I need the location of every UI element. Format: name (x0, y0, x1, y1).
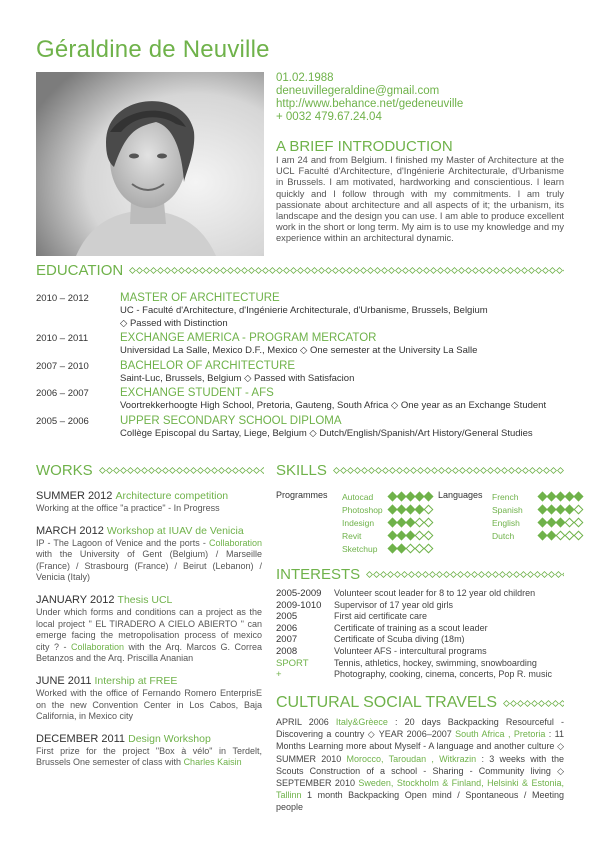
skill-name: English (492, 517, 520, 528)
filled-diamond-icon (414, 505, 424, 515)
profile-photo (36, 72, 264, 256)
contact-block (276, 72, 463, 124)
filled-diamond-icon (396, 531, 406, 541)
travel-text: : 3 weeks with the Scouts Construction of a school - Sharing - Community living ◇ SEPTEMBER 2010 (276, 753, 564, 789)
filled-diamond-icon (555, 492, 565, 502)
empty-diamond-icon (555, 531, 565, 541)
skill-name: French (492, 491, 519, 502)
intro-title: A BRIEF INTRODUCTION (276, 138, 453, 155)
skill-level-rating (388, 545, 432, 552)
travel-place: Sweden, Stockholm & Finland, Helsinki & Estonia, Tallinn (276, 778, 564, 801)
work-text: Under which forms and conditions can a project as the local project " EL TIRADERO A CIELO ABIERTO " can emerge facing the metropolisation process of mexico city ? - (36, 606, 262, 652)
travel-text: 1 month Backpacking Open mind / Spontaneous / Meeting people (276, 790, 564, 813)
interest-row (276, 611, 564, 623)
filled-diamond-icon (405, 531, 415, 541)
interest-key: + (276, 669, 282, 681)
education-item (36, 360, 564, 386)
work-title: Thesis UCL (117, 593, 173, 606)
work-heading (36, 594, 262, 607)
work-highlight: Collaboration (70, 641, 125, 652)
travel-text: : 11 Months Learning more about Myself - A language and another culture ◇ SUMMER 2010 (276, 729, 564, 764)
filled-diamond-icon (405, 492, 415, 502)
skill-name: Dutch (492, 530, 515, 541)
interest-value: Supervisor of 17 year old girls (334, 599, 454, 610)
travel-text: APRIL 2006 (276, 717, 336, 727)
skills-header (276, 462, 564, 479)
filled-diamond-icon (546, 505, 556, 515)
skill-name: Revit (342, 530, 362, 541)
interest-row (276, 669, 564, 681)
education-degree: UPPER SECONDARY SCHOOL DIPLOMA (120, 414, 342, 427)
intro-text: I am 24 and from Belgium. I finished my Master of Architecture at the UCL Faculté d'Architecture, d'Ingénierie Architecturale, d'Urbanisme in Brussels. I am motivated, hardworking and conscientious. I learn quickly and I follow through with my commitments. I am truly passionate about architecture and all aspects of it; the urbanism, its landscape and the design you can use. I am able to produce excellent work in the short or long term. My aim is to use my knowledge and my experience within an architectural dynamic. (276, 155, 564, 244)
travel-place: South Africa , Pretoria (455, 729, 546, 740)
filled-diamond-icon (537, 531, 547, 541)
filled-diamond-icon (387, 544, 397, 554)
interest-value: Photography, cooking, cinema, concerts, Pop R. music (334, 669, 552, 680)
filled-diamond-icon (555, 518, 565, 528)
work-title: Architecture competition (115, 490, 229, 502)
email-link[interactable]: deneuvillegeraldine@gmail.com (276, 85, 440, 97)
work-date: MARCH 2012 (36, 524, 104, 537)
education-body (120, 415, 564, 441)
work-title: Workshop at IUAV de Venicia (106, 524, 244, 537)
work-text: with the University of Gent (Belgium) / Marseille (France) / Strasbourg (France) / Beirut (Lebanon) / Venicia (Italy) (36, 549, 262, 583)
education-header (36, 262, 564, 279)
filled-diamond-icon (537, 505, 547, 515)
work-date: SUMMER 2012 (36, 490, 113, 502)
education-list (36, 292, 564, 442)
work-title: Intership at FREE (94, 674, 178, 687)
interest-key: 2005 (276, 611, 298, 623)
work-item (36, 525, 262, 584)
interest-key: 2008 (276, 645, 298, 657)
filled-diamond-icon (414, 492, 424, 502)
skill-name: Autocad (342, 491, 374, 502)
filled-diamond-icon (564, 492, 574, 502)
diamond-divider (333, 467, 564, 474)
filled-diamond-icon (423, 492, 433, 502)
education-degree: EXCHANGE STUDENT - AFS (120, 387, 274, 399)
travel-text: : 20 days Backpacking Resourceful - Discovering a country ◇ YEAR 2006–2007 (276, 717, 564, 740)
education-date: 2006 – 2007 (36, 388, 89, 399)
skill-level-rating (538, 493, 582, 500)
interest-value: Volunteer scout leader for 8 to 12 year old children (334, 588, 536, 598)
education-degree: EXCHANGE AMERICA - PROGRAM MERCATOR (120, 332, 377, 344)
skill-level-rating (538, 506, 582, 513)
empty-diamond-icon (573, 505, 583, 515)
empty-diamond-icon (414, 518, 424, 528)
interest-key: SPORT (276, 657, 309, 669)
work-highlight: Charles Kaisin (183, 757, 242, 768)
travels-header (276, 694, 564, 712)
education-body (120, 292, 564, 330)
skill-level-rating (388, 506, 432, 513)
work-highlight: Collaboration (208, 537, 262, 548)
skills-block (276, 490, 564, 560)
work-description (36, 503, 262, 515)
filled-diamond-icon (396, 492, 406, 502)
work-heading (36, 733, 262, 746)
diamond-divider (366, 571, 564, 578)
interests-header (276, 566, 564, 583)
interests-title: INTERESTS (276, 566, 361, 583)
education-item (36, 415, 564, 441)
empty-diamond-icon (573, 518, 583, 528)
filled-diamond-icon (396, 544, 406, 554)
filled-diamond-icon (396, 518, 406, 528)
interest-value: First aid certificate care (334, 611, 428, 622)
works-header (36, 462, 264, 479)
skill-level-rating (388, 493, 432, 500)
filled-diamond-icon (564, 505, 574, 515)
skill-row (342, 516, 432, 529)
filled-diamond-icon (387, 518, 397, 528)
empty-diamond-icon (423, 544, 433, 554)
skill-name: Sketchup (342, 543, 378, 554)
empty-diamond-icon (423, 518, 433, 528)
skill-row (492, 529, 582, 542)
work-description (36, 538, 262, 584)
interest-row (276, 646, 564, 658)
empty-diamond-icon (573, 531, 583, 541)
education-date: 2010 – 2011 (36, 333, 89, 344)
skill-level-rating (538, 532, 582, 539)
education-date: 2007 – 2010 (36, 360, 89, 372)
skill-name: Indesign (342, 517, 375, 528)
travels-title: CULTURAL SOCIAL TRAVELS (276, 694, 498, 711)
portrait-illustration (36, 72, 264, 256)
work-date: JANUARY 2012 (36, 593, 115, 606)
work-heading (36, 525, 262, 538)
diamond-divider (503, 700, 564, 707)
empty-diamond-icon (564, 531, 574, 541)
works-title: WORKS (36, 462, 93, 479)
website-link[interactable]: http://www.behance.net/gedeneuville (276, 98, 464, 110)
filled-diamond-icon (537, 518, 547, 528)
skill-level-rating (388, 532, 432, 539)
interest-row (276, 658, 564, 670)
programmes-list (342, 490, 432, 555)
interest-value: Tennis, athletics, hockey, swimming, snowboarding (334, 657, 537, 668)
education-body (120, 387, 564, 413)
education-detail: Universidad La Salle, Mexico D.F., Mexico ◇ One semester at the University La Salle (120, 345, 478, 356)
skill-row (342, 490, 432, 503)
education-detail: ◇ Passed with Distinction (120, 317, 228, 329)
travels-text (276, 716, 564, 814)
interest-key: 2005-2009 (276, 588, 322, 599)
filled-diamond-icon (537, 492, 547, 502)
filled-diamond-icon (546, 518, 556, 528)
education-body (120, 360, 564, 386)
work-title: Design Workshop (128, 732, 211, 745)
work-heading (36, 675, 262, 688)
education-title: EDUCATION (36, 262, 124, 279)
education-detail: Voortrekkerhoogte High School, Pretoria, Gauteng, South Africa ◇ One year as an Exchange Student (120, 400, 547, 411)
diamond-divider (129, 267, 564, 274)
education-item (36, 332, 564, 358)
interest-value: Certificate of training as a scout leader (334, 622, 488, 633)
work-text: Worked with the office of Fernando Romero EnterprisE on the new Convention Center in Los Cabos, Baja California, in Mexico city (36, 687, 262, 722)
languages-label: Languages (438, 490, 483, 500)
education-item (36, 387, 564, 413)
languages-list (492, 490, 582, 542)
education-degree: MASTER OF ARCHITECTURE (120, 292, 280, 304)
works-list (36, 490, 262, 779)
interest-row (276, 623, 564, 635)
birth-date: 01.02.1988 (276, 72, 334, 84)
programmes-label: Programmes (276, 490, 328, 500)
travel-place: Italy&Grèece (335, 717, 388, 727)
work-item (36, 594, 262, 665)
interest-value: Certificate of Scuba diving (18m) (334, 634, 465, 645)
filled-diamond-icon (387, 531, 397, 541)
education-date: 2010 – 2012 (36, 293, 89, 304)
interest-row (276, 588, 564, 600)
filled-diamond-icon (396, 505, 406, 515)
work-item (36, 675, 262, 723)
work-text: Working at the office "a practice" - In Progress (36, 503, 220, 513)
work-description (36, 688, 262, 723)
skill-row (342, 529, 432, 542)
education-detail: UC - Faculté d'Architecture, d'Ingénierie Architecturale, d'Urbanisme, Brussels, Belgium (120, 305, 488, 316)
work-description (36, 607, 262, 665)
work-date: DECEMBER 2011 (36, 732, 126, 745)
empty-diamond-icon (414, 531, 424, 541)
interest-value: Volunteer AFS - intercultural programs (334, 645, 487, 656)
filled-diamond-icon (555, 505, 565, 515)
empty-diamond-icon (414, 544, 424, 554)
interest-row (276, 600, 564, 612)
education-item (36, 292, 564, 330)
empty-diamond-icon (423, 531, 433, 541)
empty-diamond-icon (405, 544, 415, 554)
diamond-divider (99, 467, 264, 474)
work-text: IP - The Lagoon of Venice and the ports - (36, 537, 209, 548)
interest-key: 2006 (276, 622, 298, 634)
filled-diamond-icon (387, 505, 397, 515)
interest-key: 2009-1010 (276, 599, 322, 611)
skill-level-rating (388, 519, 432, 526)
filled-diamond-icon (546, 492, 556, 502)
skill-row (492, 503, 582, 516)
skills-title: SKILLS (276, 462, 327, 479)
work-item (36, 733, 262, 769)
skill-row (492, 490, 582, 503)
skill-row (342, 542, 432, 555)
skill-row (492, 516, 582, 529)
work-text: First prize for the project "Box à vélo" in Terdelt, Brussels One semester of class with (36, 745, 262, 768)
skill-name: Spanish (492, 504, 523, 515)
education-detail: Collège Episcopal du Sartay, Liege, Belgium ◇ Dutch/English/Spanish/Art History/General Studies (120, 427, 533, 439)
empty-diamond-icon (564, 518, 574, 528)
phone-number: + 0032 479.67.24.04 (276, 111, 382, 123)
education-body (120, 332, 564, 358)
interests-list (276, 588, 564, 681)
filled-diamond-icon (387, 492, 397, 502)
skill-row (342, 503, 432, 516)
travel-place: Morocco, Taroudan , Witkrazin (346, 753, 477, 764)
person-name: Géraldine de Neuville (36, 36, 270, 63)
skill-name: Photoshop (342, 504, 383, 515)
work-description (36, 746, 262, 769)
filled-diamond-icon (573, 492, 583, 502)
work-text: with the Arq. Marcos G. Correa Betanzos and the Arq. Priscilla Ananian (36, 641, 262, 664)
skill-level-rating (538, 519, 582, 526)
work-item (36, 490, 262, 515)
interest-key: 2007 (276, 634, 298, 646)
work-heading (36, 490, 262, 503)
empty-diamond-icon (423, 505, 433, 515)
work-date: JUNE 2011 (36, 674, 92, 687)
interest-row (276, 634, 564, 646)
filled-diamond-icon (405, 505, 415, 515)
education-date: 2005 – 2006 (36, 415, 89, 427)
filled-diamond-icon (546, 531, 556, 541)
filled-diamond-icon (405, 518, 415, 528)
education-degree: BACHELOR OF ARCHITECTURE (120, 359, 296, 372)
education-detail: Saint-Luc, Brussels, Belgium ◇ Passed with Satisfacion (120, 372, 355, 384)
